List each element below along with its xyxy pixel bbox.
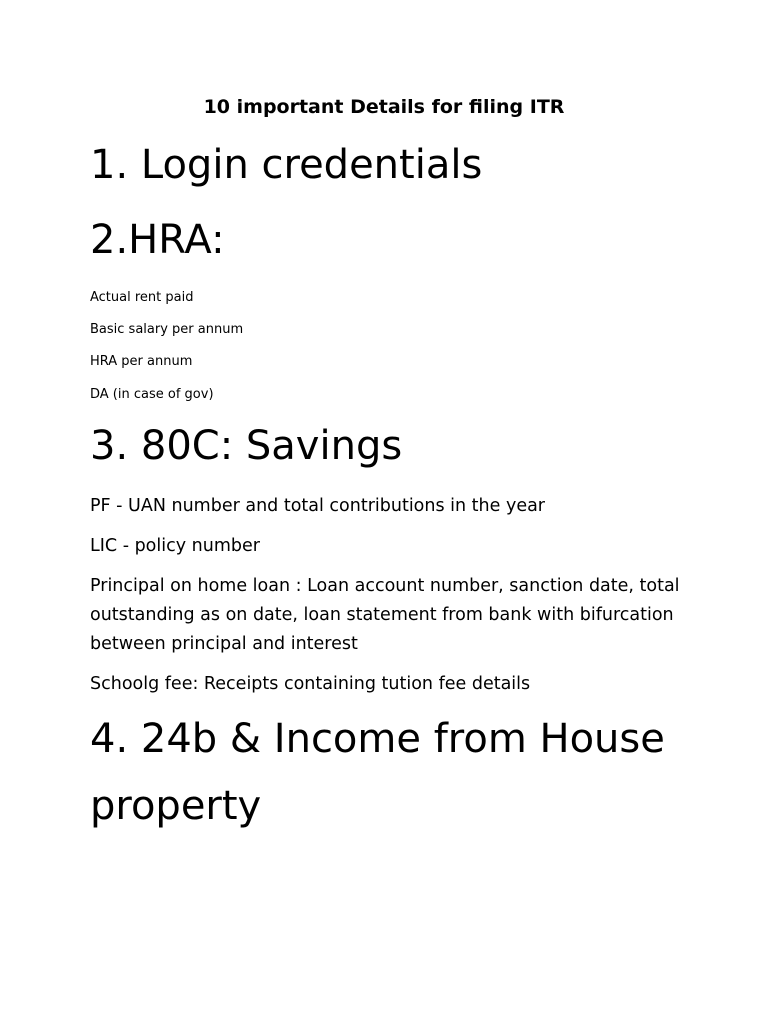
hra-item-da: DA (in case of gov) xyxy=(90,387,214,402)
savings-item-home-loan: Principal on home loan : Loan account number, sanction date, total outstanding as on date, loan statement from bank with bifurcation between principal and interest xyxy=(90,576,680,654)
section-heading-80c-savings: 3. 80C: Savings xyxy=(90,423,403,469)
section-heading-hra: 2.HRA: xyxy=(90,217,225,263)
document-title: 10 important Details for filing ITR xyxy=(203,96,565,118)
hra-item-basic-salary: Basic salary per annum xyxy=(90,322,244,337)
savings-item-school-fee: Schoolg fee: Receipts containing tution fee details xyxy=(90,674,531,694)
hra-item-actual-rent: Actual rent paid xyxy=(90,290,194,305)
hra-item-hra-per-annum: HRA per annum xyxy=(90,354,193,369)
section-heading-login-credentials: 1. Login credentials xyxy=(90,142,483,188)
savings-item-lic: LIC - policy number xyxy=(90,536,260,556)
savings-item-pf: PF - UAN number and total contributions in the year xyxy=(90,496,545,516)
section-heading-house-property: 4. 24b & Income from House property xyxy=(90,716,665,829)
